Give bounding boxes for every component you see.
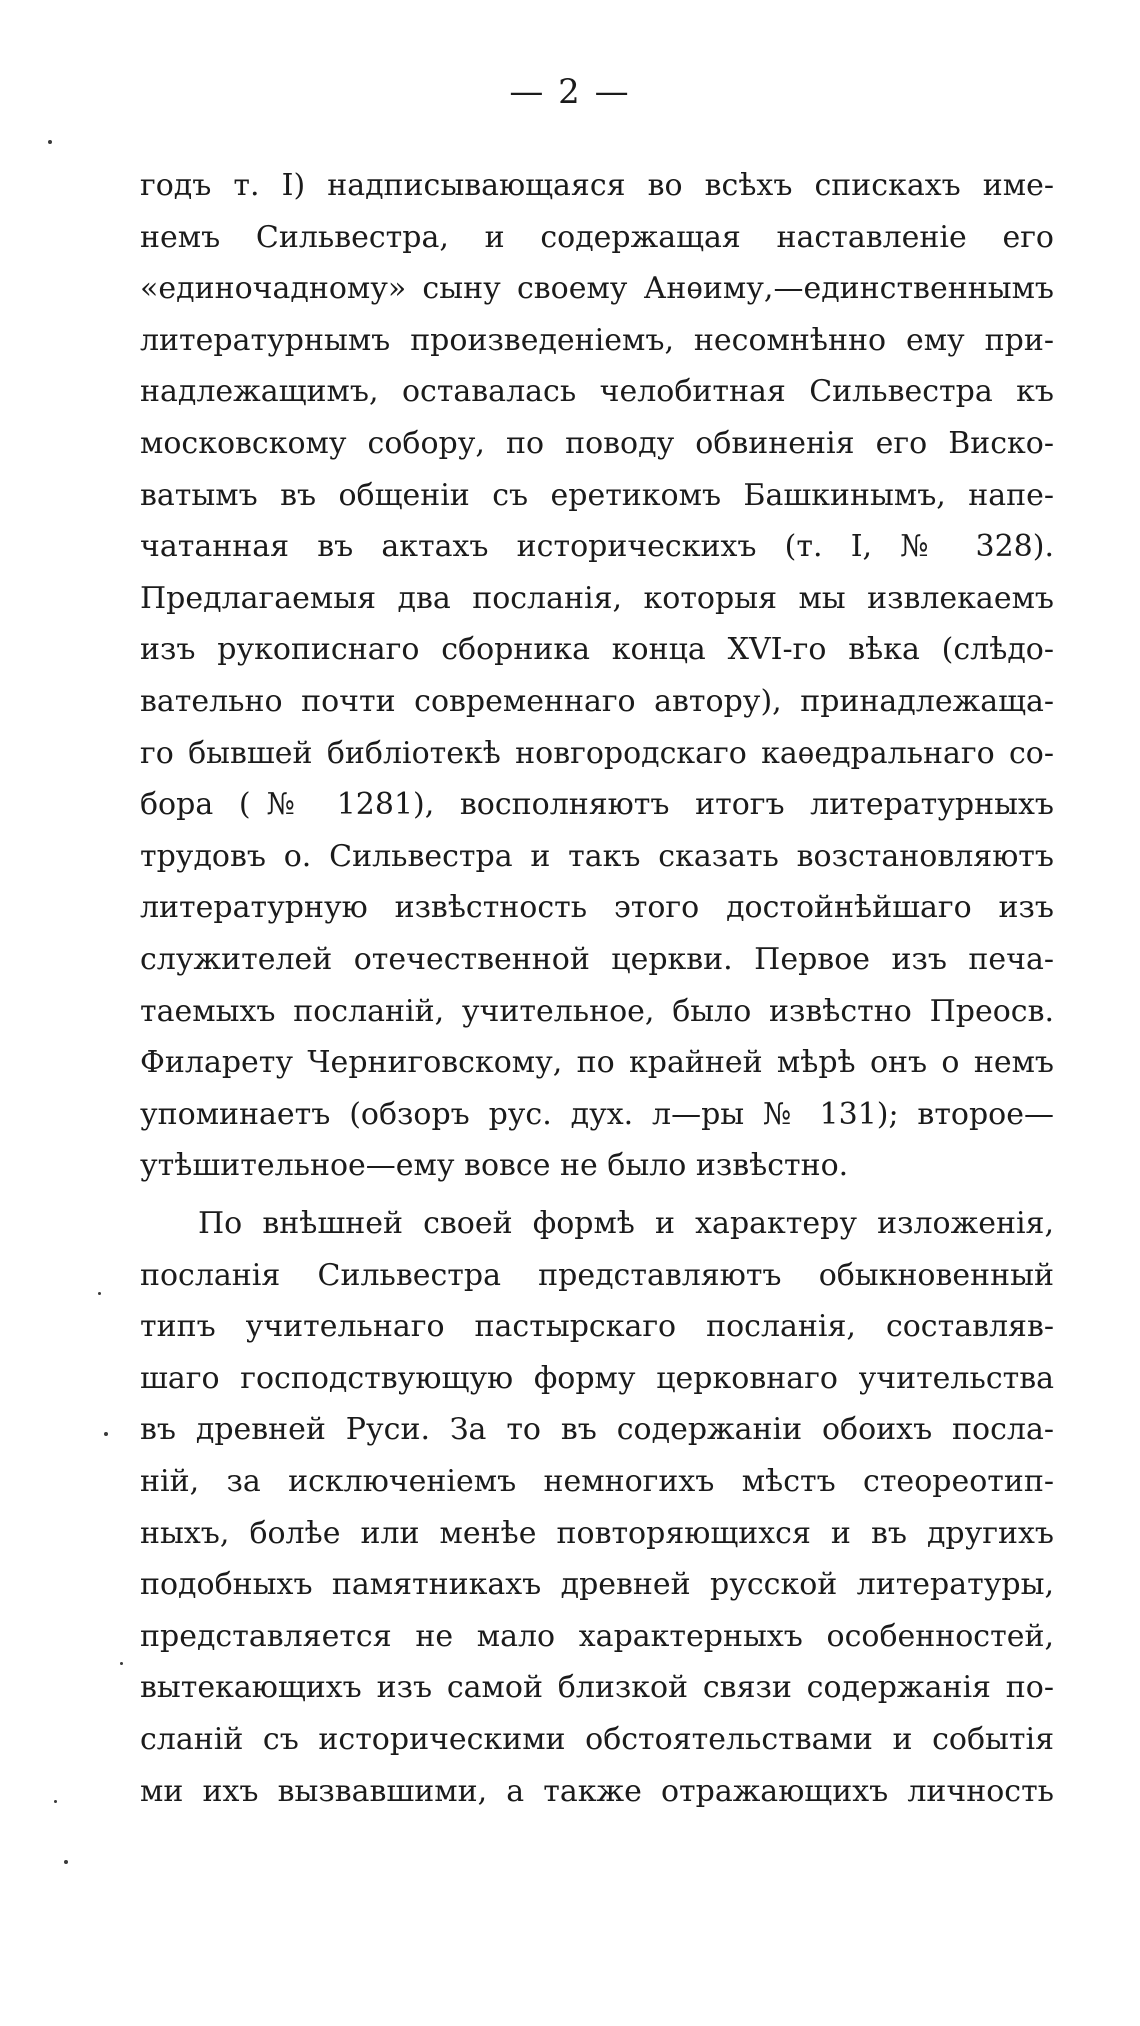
text-line: представляется не мало характерныхъ особенностей, (140, 1618, 1054, 1654)
scan-speck (98, 1292, 101, 1295)
text-line: шаго господствующую форму церковнаго учительства (140, 1360, 1054, 1396)
text-line: въ древней Руси. За то въ содержаніи обоихъ посла- (140, 1412, 1054, 1448)
text-line: ныхъ, болѣе или менѣе повторяющихся и въ другихъ (140, 1515, 1054, 1551)
text-line: бора (№ 1281), восполняютъ итогъ литературныхъ (140, 787, 1054, 823)
text-line: Предлагаемыя два посланія, которыя мы извлекаемъ (140, 580, 1054, 616)
text-line: ній, за исключеніемъ немногихъ мѣстъ стеореотип- (140, 1463, 1054, 1499)
text-line: упоминаетъ (обзоръ рус. дух. л—ры № 131); второе— (140, 1096, 1054, 1132)
page-number: — 2 — (509, 72, 631, 112)
text-line: «единочадному» сыну своему Анѳиму,—единственнымъ (140, 271, 1054, 307)
text-line: трудовъ о. Сильвестра и такъ сказать возстановляютъ (140, 838, 1054, 874)
text-line: московскому собору, по поводу обвиненія его Виско- (140, 425, 1054, 461)
text-line: вательно почти современнаго автору), принадлежаща- (140, 683, 1054, 719)
text-line: таемыхъ посланій, учительное, было извѣстно Преосв. (140, 993, 1054, 1029)
text-line: сланій съ историческими обстоятельствами и событія (140, 1721, 1054, 1757)
text-line: литературную извѣстность этого достойнѣйшаго изъ (140, 890, 1054, 926)
text-line: вытекающихъ изъ самой близкой связи содержанія по- (140, 1670, 1054, 1706)
text-line: чатанная въ актахъ историческихъ (т. I, № 328). (140, 529, 1054, 565)
text-line: подобныхъ памятникахъ древней русской литературы, (140, 1567, 1054, 1603)
scan-speck (48, 140, 52, 144)
text-line: Филарету Черниговскому, по крайней мѣрѣ онъ о немъ (140, 1045, 1054, 1081)
text-line: немъ Сильвестра, и содержащая наставленіе его (140, 219, 1054, 255)
text-line: посланія Сильвестра представляютъ обыкновенный (140, 1257, 1054, 1293)
scan-speck (64, 1860, 68, 1864)
text-line: годъ т. I) надписывающаяся во всѣхъ спискахъ име- (140, 168, 1054, 203)
text-line: го бывшей библіотекѣ новгородскаго каѳедральнаго со- (140, 735, 1054, 771)
text-line: служителей отечественной церкви. Первое изъ печа- (140, 941, 1054, 977)
text-line: изъ рукописнаго сборника конца XVI-го вѣка (слѣдо- (140, 632, 1054, 668)
text-line: надлежащимъ, оставалась челобитная Сильвестра къ (140, 374, 1054, 410)
text-line: По внѣшней своей формѣ и характеру изложенія, (198, 1206, 1054, 1241)
text-line: утѣшительное—ему вовсе не было извѣстно. (140, 1148, 849, 1184)
scan-speck (104, 1432, 108, 1436)
scan-speck (120, 1662, 123, 1665)
text-line: ми ихъ вызвавшими, а также отражающихъ личность (140, 1773, 1054, 1809)
text-line: ватымъ въ общеніи съ еретикомъ Башкинымъ, напе- (140, 477, 1054, 513)
paragraph-2 (140, 1198, 1054, 1817)
scan-speck (54, 1800, 57, 1803)
text-line: литературнымъ произведеніемъ, несомнѣнно ему при- (140, 322, 1054, 358)
paragraph-1 (140, 160, 1054, 1192)
text-line: типъ учительнаго пастырскаго посланія, составляв- (140, 1309, 1054, 1345)
